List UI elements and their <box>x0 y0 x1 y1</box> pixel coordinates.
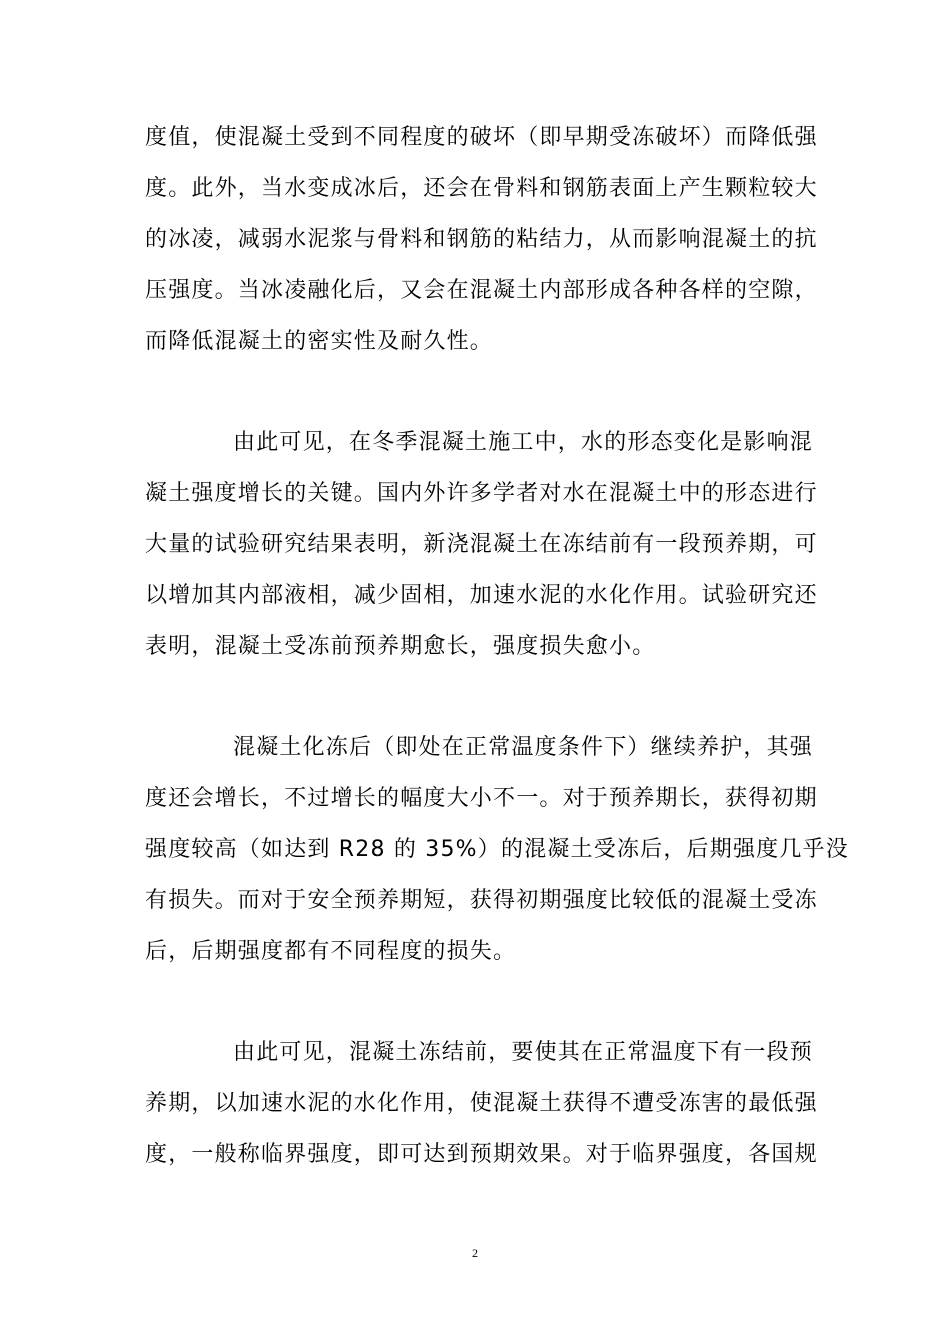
text-line: 压强度。当冰凌融化后，又会在混凝土内部形成各种各样的空隙， <box>145 278 818 303</box>
paragraph-2 <box>145 417 818 672</box>
text-line: 度值，使混凝土受到不同程度的破坏（即早期受冻破坏）而降低强 <box>145 125 818 150</box>
paragraph-3 <box>145 722 849 977</box>
text-line: 养期，以加速水泥的水化作用，使混凝土获得不遭受冻害的最低强 <box>145 1091 818 1116</box>
text-line: 表明，混凝土受冻前预养期愈长，强度损失愈小。 <box>145 634 656 659</box>
text-line: 由此可见，在冬季混凝土施工中，水的形态变化是影响混 <box>233 430 814 455</box>
text-line: 凝土强度增长的关键。国内外许多学者对水在混凝土中的形态进行 <box>145 481 818 506</box>
text-line: 由此可见，混凝土冻结前，要使其在正常温度下有一段预 <box>233 1040 814 1065</box>
text-line: 混凝土化冻后（即处在正常温度条件下）继续养护，其强 <box>233 735 814 760</box>
page-number: 2 <box>472 1246 478 1260</box>
text-line: 而降低混凝土的密实性及耐久性。 <box>145 329 494 354</box>
paragraph-1 <box>145 112 818 367</box>
text-line: 后，后期强度都有不同程度的损失。 <box>145 939 517 964</box>
text-line: 有损失。而对于安全预养期短，获得初期强度比较低的混凝土受冻 <box>145 888 818 913</box>
text-line: 以增加其内部液相，减少固相，加速水泥的水化作用。试验研究还 <box>145 583 818 608</box>
text-line: 度。此外，当水变成冰后，还会在骨料和钢筋表面上产生颗粒较大 <box>145 176 818 201</box>
text-line: 大量的试验研究结果表明，新浇混凝土在冻结前有一段预养期，可 <box>145 532 818 557</box>
paragraph-4 <box>145 1027 818 1180</box>
text-line: 强度较高（如达到 R28 的 35%）的混凝土受冻后，后期强度几乎没 <box>145 837 849 862</box>
text-line: 度，一般称临界强度，即可达到预期效果。对于临界强度，各国规 <box>145 1142 818 1167</box>
text-line: 的冰凌，减弱水泥浆与骨料和钢筋的粘结力，从而影响混凝土的抗 <box>145 227 818 252</box>
text-line: 度还会增长，不过增长的幅度大小不一。对于预养期长，获得初期 <box>145 786 818 811</box>
